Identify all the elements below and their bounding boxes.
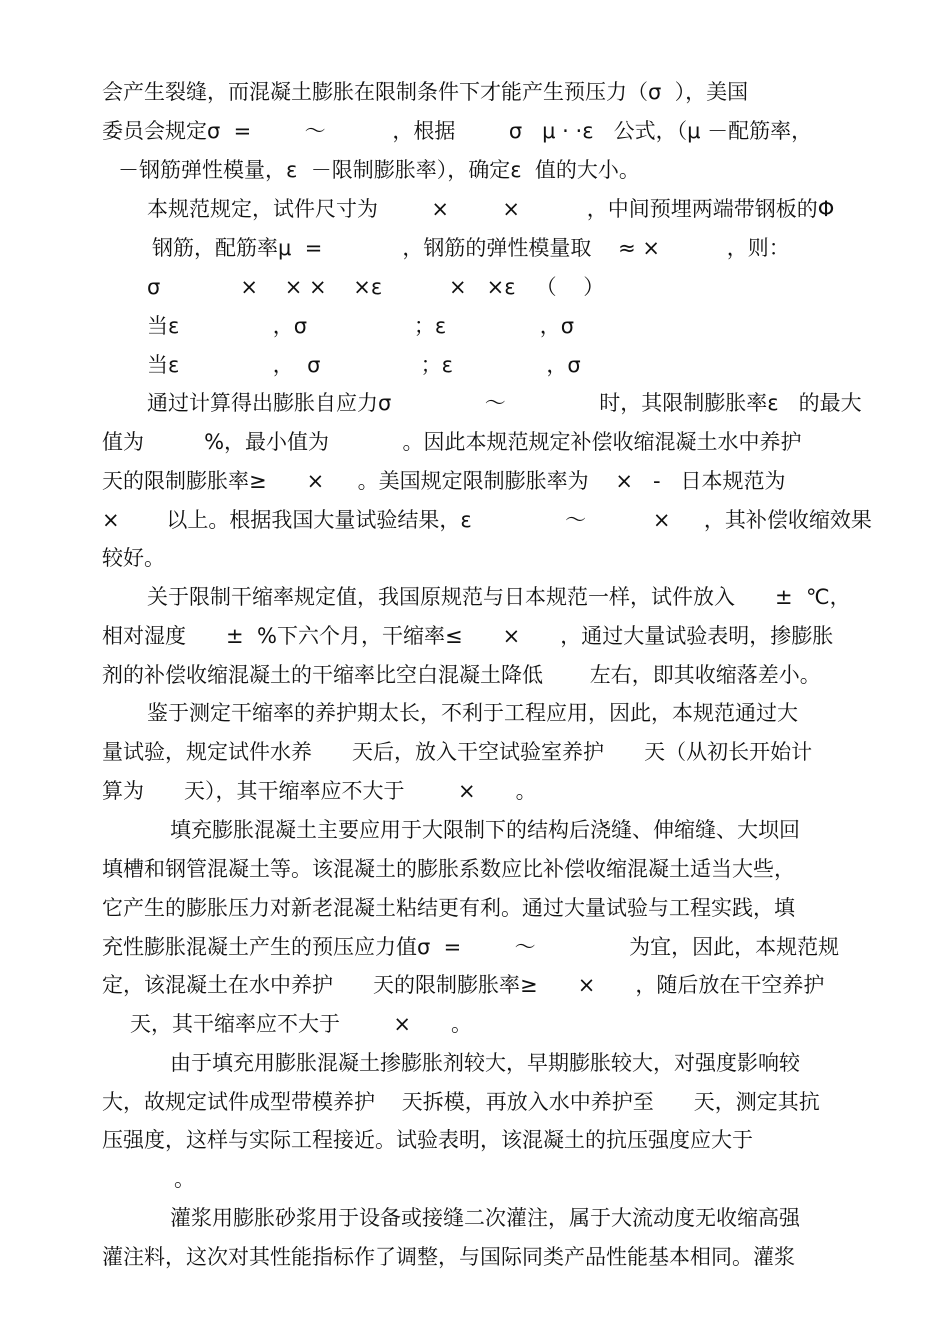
text-line: 天的限制膨胀率≥ × 。美国规定限制膨胀率为 × - 日本规范为 (102, 469, 786, 493)
text-line: 关于限制干缩率规定值，我国原规范与日本规范一样，试件放入 ± ℃， (147, 585, 851, 609)
text-line: 灌浆用膨胀砂浆用于设备或接缝二次灌注，属于大流动度无收缩高强 (170, 1206, 800, 1230)
text-line: 值为 %，最小值为 。因此本规范规定补偿收缩混凝土水中养护 (102, 430, 802, 454)
text-line: 较好。 (102, 546, 165, 570)
text-line: 填槽和钢管混凝土等。该混凝土的膨胀系数应比补偿收缩混凝土适当大些， (102, 857, 795, 881)
text-line: 。 (174, 1167, 195, 1191)
text-line: 大，故规定试件成型带模养护 天拆模，再放入水中养护至 天，测定其抗 (102, 1090, 820, 1114)
text-line: 充性膨胀混凝土产生的预压应力值σ = ～ 为宜，因此，本规范规 (102, 935, 840, 959)
text-line: 相对湿度 ± %下六个月，干缩率≤ × ，通过大量试验表明，掺膨胀 (102, 624, 834, 648)
text-line: 剂的补偿收缩混凝土的干缩率比空白混凝土降低 左右，即其收缩落差小。 (102, 663, 821, 687)
text-line: 鉴于测定干缩率的养护期太长，不利于工程应用，因此，本规范通过大 (147, 701, 798, 725)
text-line: 灌注料，这次对其性能指标作了调整，与国际同类产品性能基本相同。灌浆 (102, 1245, 795, 1269)
formula-line: 当ε ，σ ；ε ，σ (147, 314, 575, 338)
text-line: 本规范规定，试件尺寸为 × × ，中间预埋两端带钢板的Φ (147, 197, 835, 221)
text-line: 由于填充用膨胀混凝土掺膨胀剂较大，早期膨胀较大，对强度影响较 (170, 1051, 800, 1075)
text-line: 算为 天），其干缩率应不大于 × 。 (102, 779, 537, 803)
text-line: 通过计算得出膨胀自应力σ ～ 时，其限制膨胀率ε 的最大 (147, 391, 862, 415)
text-line: 钢筋，配筋率μ = ，钢筋的弹性模量取 ≈ × ，则： (152, 236, 790, 260)
text-line: 填充膨胀混凝土主要应用于大限制下的结构后浇缝、伸缩缝、大坝回 (170, 818, 800, 842)
text-line: 天，其干缩率应不大于 × 。 (130, 1012, 473, 1036)
text-line: 定，该混凝土在水中养护 天的限制膨胀率≥ × ，随后放在干空养护 (102, 973, 825, 997)
text-line: 委员会规定σ = ～ ，根据 σ μ · ·ε 公式，（μ －配筋率， (102, 119, 813, 143)
text-line: 会产生裂缝，而混凝土膨胀在限制条件下才能产生预压力（σ ），美国 (102, 80, 749, 104)
text-line: 量试验，规定试件水养 天后，放入干空试验室养护 天（从初长开始计 (102, 740, 813, 764)
text-line: × 以上。根据我国大量试验结果，ε ～ × ，其补偿收缩效果 (102, 508, 872, 532)
formula-line: 当ε ， σ ；ε ，σ (147, 353, 581, 377)
text-line: －钢筋弹性模量，ε －限制膨胀率），确定ε 值的大小。 (118, 158, 640, 182)
text-line: 它产生的膨胀压力对新老混凝土粘结更有利。通过大量试验与工程实践，填 (102, 896, 795, 920)
text-line: 压强度，这样与实际工程接近。试验表明，该混凝土的抗压强度应大于 (102, 1128, 753, 1152)
formula-line: σ × × × ×ε × ×ε （ ） (147, 275, 605, 299)
